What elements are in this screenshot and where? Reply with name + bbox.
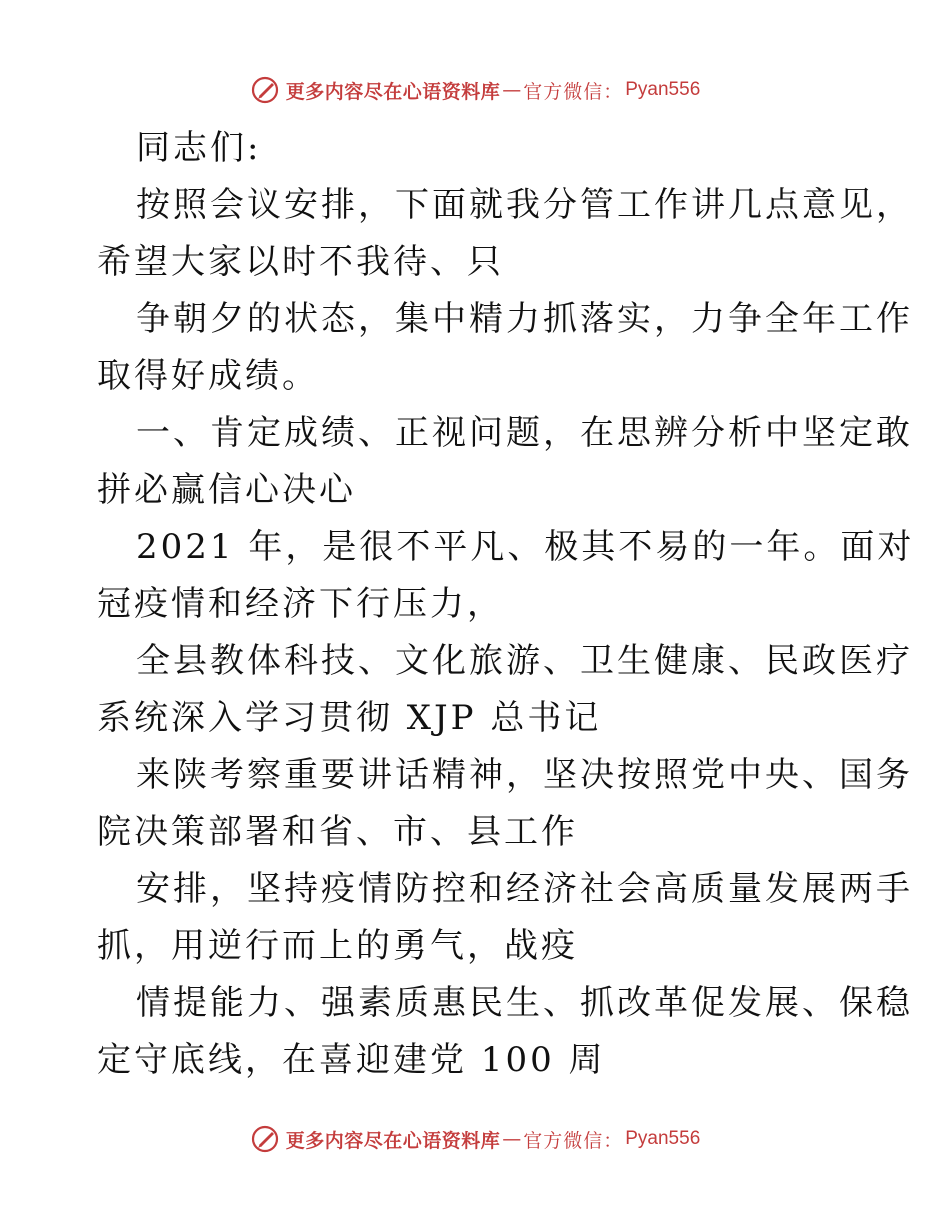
quill-logo-icon	[250, 1124, 280, 1154]
body-line: 情提能力、强素质惠民生、抓改革促发展、保稳	[136, 983, 913, 1023]
banner-dash: —	[502, 1128, 522, 1150]
body-line: 院决策部署和省、市、县工作	[97, 812, 578, 852]
body-line: 定守底线，在喜迎建党 100 周	[97, 1040, 606, 1080]
banner-wechat-label: 官方微信：	[523, 80, 624, 103]
banner-wechat-id: Pyan556	[625, 1128, 701, 1149]
banner-site-name: 更多内容尽在心语资料库	[285, 80, 501, 103]
banner-dash: —	[502, 79, 522, 101]
body-line: 全县教体科技、文化旅游、卫生健康、民政医疗	[136, 641, 913, 681]
body-line: 安排，坚持疫情防控和经济社会高质量发展两手	[136, 869, 913, 909]
body-line: 争朝夕的状态，集中精力抓落实，力争全年工作	[136, 299, 913, 339]
body-line: 希望大家以时不我待、只	[97, 242, 504, 282]
body-line: 按照会议安排，下面就我分管工作讲几点意见，	[136, 185, 913, 225]
quill-logo-icon	[250, 75, 280, 105]
banner-wechat-id: Pyan556	[625, 79, 701, 100]
body-line: 拼必赢信心决心	[97, 470, 356, 510]
banner-site-name: 更多内容尽在心语资料库	[285, 1129, 501, 1152]
banner-wechat-label: 官方微信：	[523, 1129, 624, 1152]
body-line: 取得好成绩。	[97, 356, 319, 396]
header-banner	[0, 70, 950, 110]
body-line: 同志们:	[136, 128, 262, 168]
body-line: 系统深入学习贯彻 XJP 总书记	[97, 698, 602, 738]
body-line: 一、肯定成绩、正视问题，在思辨分析中坚定敢	[136, 413, 913, 453]
document-body	[97, 120, 915, 1089]
footer-banner	[0, 1119, 950, 1159]
body-line: 2021 年，是很不平凡、极其不易的一年。面对	[136, 527, 915, 567]
body-line: 抓，用逆行而上的勇气，战疫	[97, 926, 578, 966]
body-line: 冠疫情和经济下行压力，	[97, 584, 504, 624]
body-line: 来陕考察重要讲话精神，坚决按照党中央、国务	[136, 755, 913, 795]
